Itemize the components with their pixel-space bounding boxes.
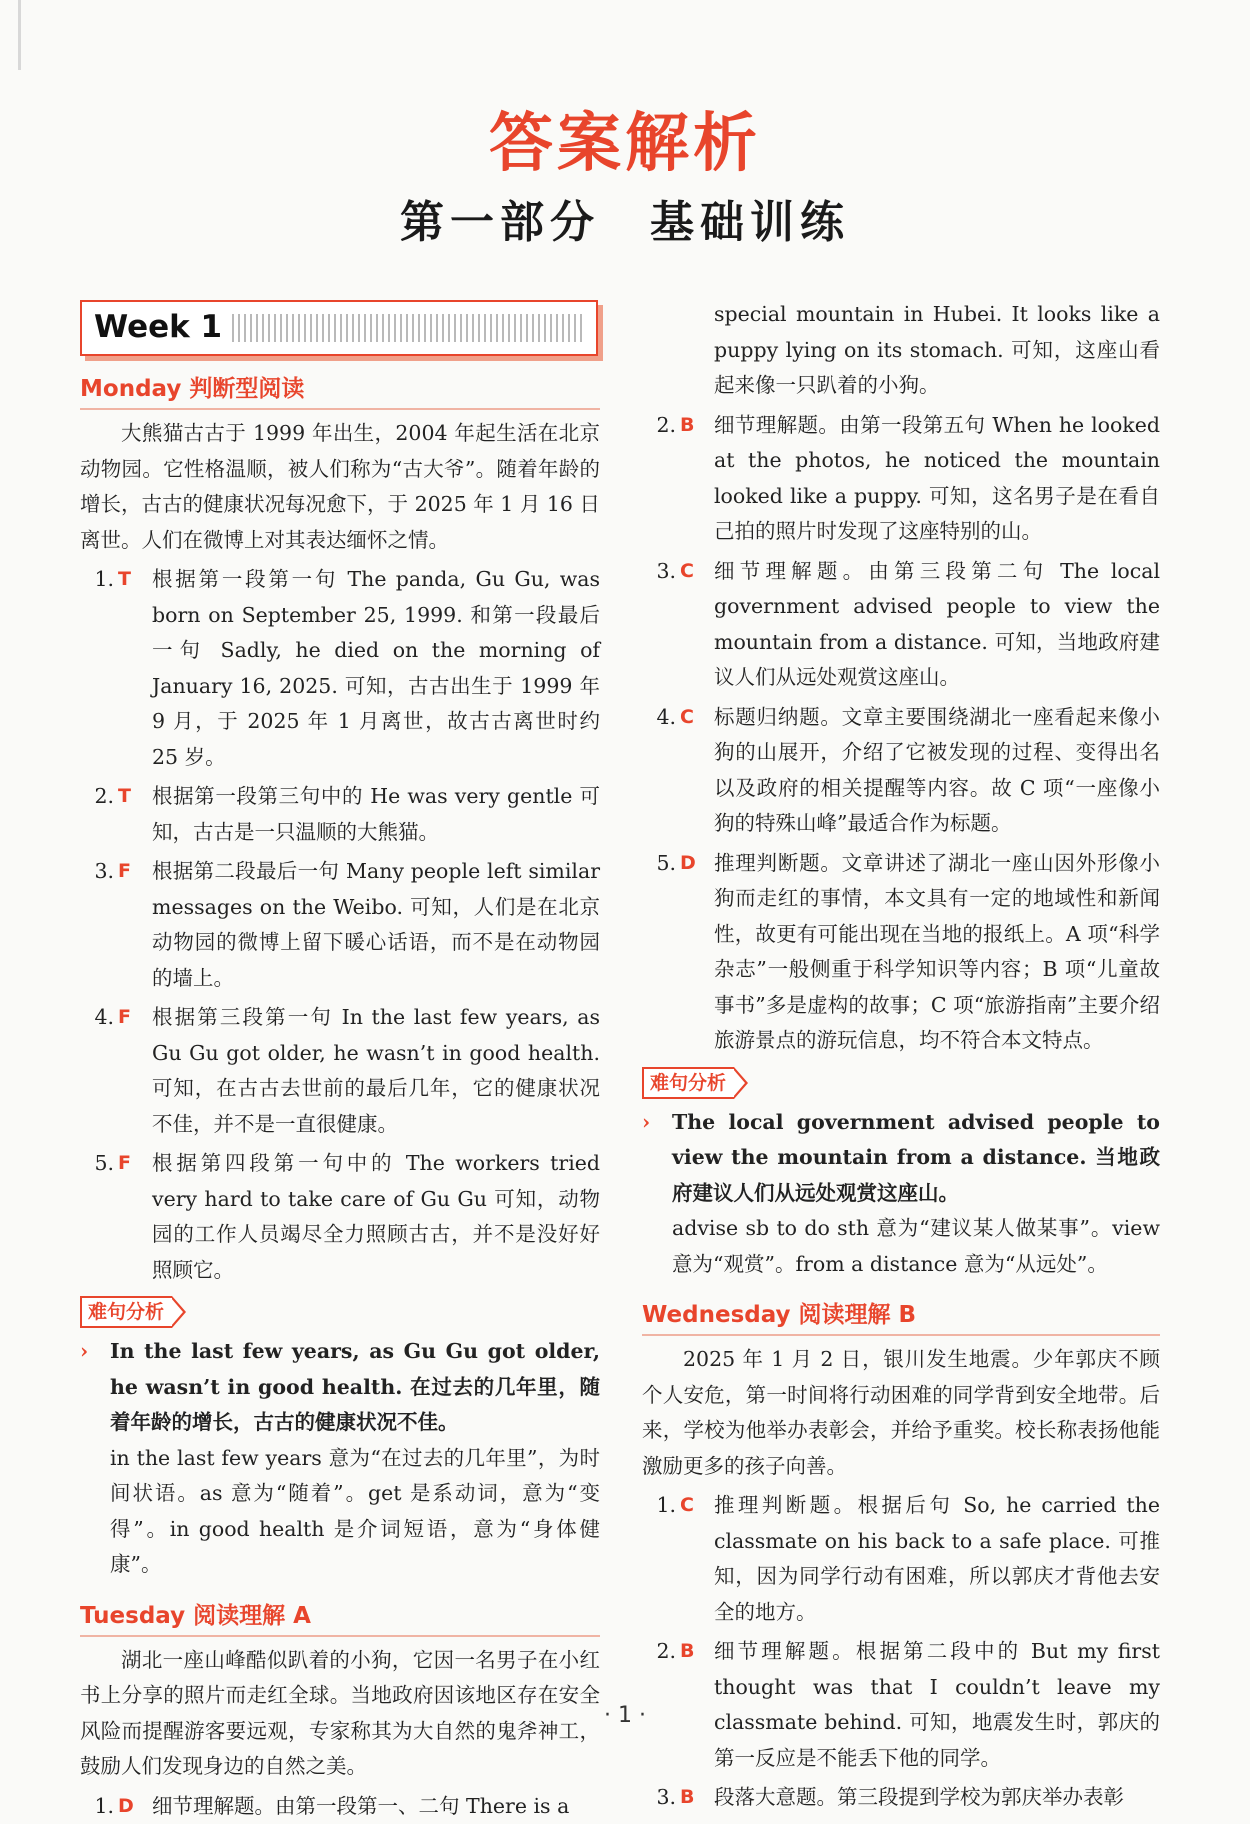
answer-letter: D [680,846,714,1059]
tuesday-heading: Tuesday 阅读理解 A [80,1599,600,1637]
tuesday-answers [642,408,1160,1059]
answer-number: 3. [86,854,118,996]
answer-explanation: 根据第一段第三句中的 He was very gentle 可知，古古是一只温顺的大熊猫。 [152,779,600,850]
answer-item [86,1000,600,1142]
right-column [642,300,1160,1816]
answer-explanation: 根据第二段最后一句 Many people left similar messages on the Weibo. 可知，人们是在北京动物园的微博上留下暖心话语，而不是在动物园的墙上。 [152,854,600,996]
week-banner [80,300,598,356]
answer-explanation: 标题归纳题。文章主要围绕湖北一座看起来像小狗的山展开，介绍了它被发现的过程、变得出名以及政府的相关提醒等内容。故 C 项“一座像小狗的特殊山峰”最适合作为标题。 [714,700,1160,842]
answer-letter: F [118,1146,152,1288]
answer-item [648,408,1160,550]
answer-letter: B [680,1634,714,1776]
answer-number: 2. [648,1634,680,1776]
answer-letter: F [118,854,152,996]
answer-letter: B [680,1780,714,1816]
hard-sentence-note: in the last few years 意为“在过去的几年里”，为时间状语。as 意为“随着”。get 是系动词，意为“变得”。in good health 是介词短语，意为“身体健康”。 [110,1441,600,1583]
answer-explanation: 推理判断题。根据后句 So, he carried the classmate on his back to a safe place. 可推知，因为同学行动有困难，所以郭庆才背他去安全的地方。 [714,1488,1160,1630]
answer-number: 3. [648,1780,680,1816]
answer-explanation: 段落大意题。第三段提到学校为郭庆举办表彰 [714,1780,1160,1816]
hard-sentence [80,1334,600,1441]
answer-item [86,562,600,775]
page-edge [18,0,21,70]
answer-letter: C [680,554,714,696]
answer-number: 1. [86,562,118,775]
hard-sentence-text: The local government advised people to view the mountain from a distance. 当地政府建议人们从远处观赏这座山。 [672,1105,1160,1212]
answer-item-continued [648,297,1160,404]
tuesday-summary: 湖北一座山峰酷似趴着的小狗，它因一名男子在小红书上分享的照片而走红全球。当地政府因该地区存在安全风险而提醒游客要远观，专家称其为大自然的鬼斧神工，鼓励人们发现身边的自然之美。 [80,1643,600,1785]
answer-letter: T [118,779,152,850]
wednesday-summary: 2025 年 1 月 2 日，银川发生地震。少年郭庆不顾个人安危，第一时间将行动困难的同学背到安全地带。后来，学校为他举办表彰会，并给予重奖。校长称表扬他能激励更多的孩子向善。 [642,1342,1160,1484]
answer-explanation: 细节理解题。由第三段第二句 The local government advised people to view the mountain from a distance. 可知，当地政府建议人们从远处观赏这座山。 [714,554,1160,696]
answer-item [648,700,1160,842]
answer-item [86,779,600,850]
answer-number: 2. [648,408,680,550]
answer-explanation: special mountain in Hubei. It looks like a puppy lying on its stomach. 可知，这座山看起来像一只趴着的小狗。 [714,297,1160,404]
hard-sentence-tag: 难句分析 [80,1296,172,1328]
answer-item [86,1146,600,1288]
week-label: Week 1 [82,310,232,346]
monday-summary: 大熊猫古古于 1999 年出生，2004 年起生活在北京动物园。它性格温顺，被人们称为“古大爷”。随着年龄的增长，古古的健康状况每况愈下，于 2025 年 1 月 16 日离世。人们在微博上对其表达缅怀之情。 [80,416,600,558]
answer-letter: B [680,408,714,550]
answer-letter: T [118,562,152,775]
page-number: · 1 · [0,1703,1250,1728]
answer-explanation: 根据第四段第一句中的 The workers tried very hard to take care of Gu Gu 可知，动物园的工作人员竭尽全力照顾古古，并不是没好好照顾它。 [152,1146,600,1288]
answer-explanation: 推理判断题。文章讲述了湖北一座山因外形像小狗而走红的事情，本文具有一定的地域性和新闻性，故更有可能出现在当地的报纸上。A 项“科学杂志”一般侧重于科学知识等内容；B 项“儿童故事书”多是虚构的故事；C 项“旅游指南”主要介绍旅游景点的游玩信息，均不符合本文特点。 [714,846,1160,1059]
answer-number: 4. [86,1000,118,1142]
wednesday-heading: Wednesday 阅读理解 B [642,1298,1160,1336]
answer-explanation: 根据第一段第一句 The panda, Gu Gu, was born on September 25, 1999. 和第一段最后一句 Sadly, he died on the morning of January 16, 2025. 可知，古古出生于 1999 年 9 月，于 2025 年 1 月离世，故古古离世时约 25 岁。 [152,562,600,775]
page-subtitle: 第一部分 基础训练 [0,186,1250,250]
week-stripes-decoration [232,314,586,342]
answer-number: 1. [86,1789,118,1824]
answer-explanation: 细节理解题。由第一段第一、二句 There is a [152,1789,600,1824]
answer-letter: C [680,1488,714,1630]
chevron-right-icon: › [642,1105,672,1212]
answer-letter: D [118,1789,152,1824]
page-title: 答案解析 [0,92,1250,184]
hard-sentence-tag: 难句分析 [642,1067,734,1099]
answer-item [648,554,1160,696]
left-column [80,300,600,1824]
answer-item [86,1789,600,1824]
answer-item [648,1780,1160,1816]
answer-explanation: 细节理解题。由第一段第五句 When he looked at the photos, he noticed the mountain looked like a puppy. 可知，这名男子是在看自己拍的照片时发现了这座特别的山。 [714,408,1160,550]
hard-sentence [642,1105,1160,1212]
answer-number: 2. [86,779,118,850]
answer-item [648,846,1160,1059]
answer-number: 3. [648,554,680,696]
answer-number: 1. [648,1488,680,1630]
answer-explanation: 根据第三段第一句 In the last few years, as Gu Gu got older, he wasn’t in good health. 可知，在古古去世前的最后几年，它的健康状况不佳，并不是一直很健康。 [152,1000,600,1142]
hard-sentence-text: In the last few years, as Gu Gu got older, he wasn’t in good health. 在过去的几年里，随着年龄的增长，古古的健康状况不佳。 [110,1334,600,1441]
monday-heading: Monday 判断型阅读 [80,372,600,410]
answer-item [648,1488,1160,1630]
chevron-right-icon: › [80,1334,110,1441]
hard-sentence-note: advise sb to do sth 意为“建议某人做某事”。view 意为“观赏”。from a distance 意为“从远处”。 [672,1211,1160,1282]
answer-number: 4. [648,700,680,842]
answer-number: 5. [648,846,680,1059]
answer-item [86,854,600,996]
answer-letter: F [118,1000,152,1142]
wednesday-answers [642,1488,1160,1816]
answer-explanation: 细节理解题。根据第二段中的 But my first thought was that I couldn’t leave my classmate behind. 可知，地震发生时，郭庆的第一反应是不能丢下他的同学。 [714,1634,1160,1776]
answer-number: 5. [86,1146,118,1288]
monday-answers [80,562,600,1288]
answer-letter: C [680,700,714,842]
